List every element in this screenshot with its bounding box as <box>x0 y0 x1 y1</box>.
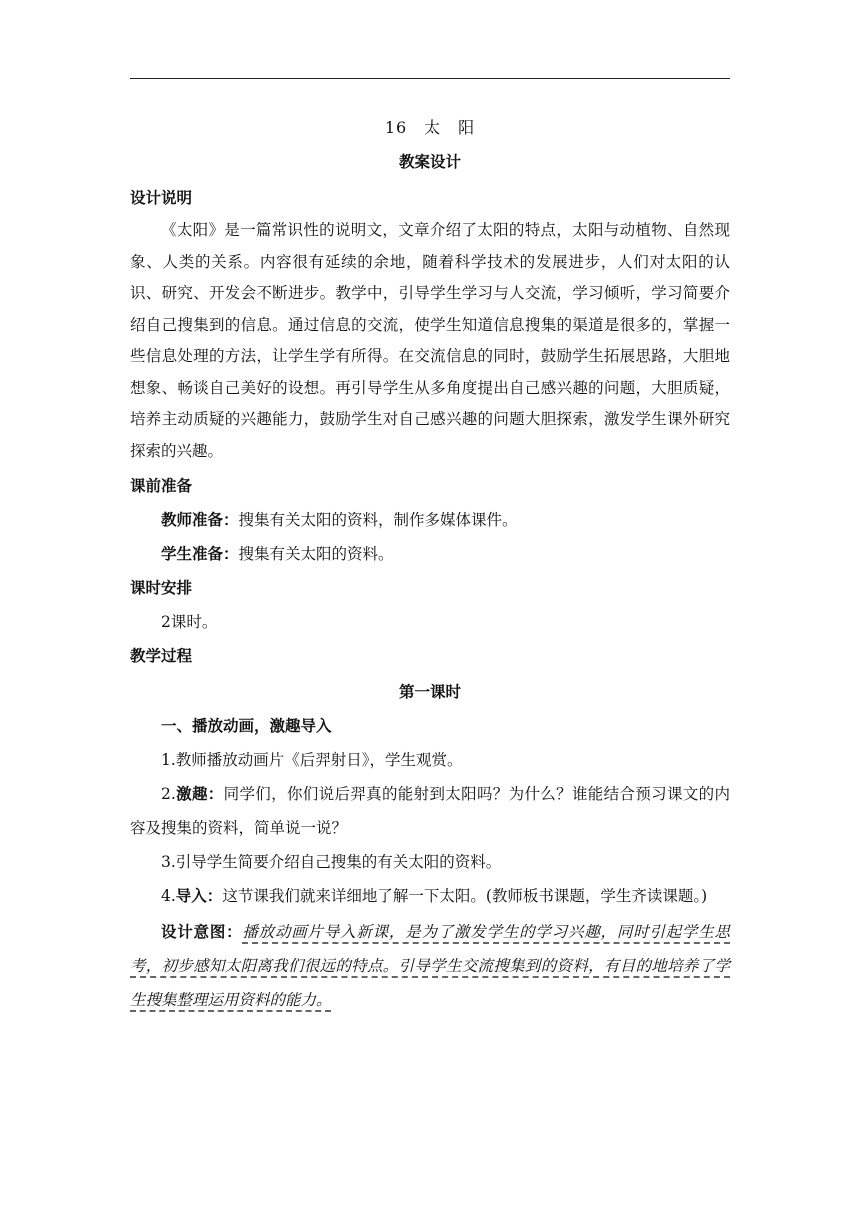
step-2 <box>130 777 730 845</box>
header-rule <box>130 78 730 79</box>
design-intent <box>130 915 730 1017</box>
student-prep-label: 学生准备： <box>161 545 239 563</box>
step-2-text: 同学们，你们说后羿真的能射到太阳吗？为什么？谁能结合预习课文的内容及搜集的资料，简单说一说？ <box>130 785 730 837</box>
design-intent-text: 播放动画片导入新课，是为了激发学生的学习兴趣，同时引起学生思考，初步感知太阳离我们很远的特点。引导学生交流搜集到的资料，有目的地培养了学生搜集整理运用资料的能力。 <box>130 923 730 1009</box>
schedule-heading: 课时安排 <box>130 579 193 597</box>
teacher-prep-text: 搜集有关太阳的资料，制作多媒体课件。 <box>238 511 518 529</box>
process-heading: 教学过程 <box>130 647 193 665</box>
design-note-paragraph: 《太阳》是一篇常识性的说明文，文章介绍了太阳的特点，太阳与动植物、自然现象、人类的关系。内容很有延续的余地，随着科学技术的发展进步，人们对太阳的认识、研究、开发会不断进步。教学中，引导学生学习与人交流，学习倾听，学习简要介绍自己搜集到的信息。通过信息的交流，使学生知道信息搜集的渠道是很多的，掌握一些信息处理的方法，让学生学有所得。在交流信息的同时，鼓励学生拓展思路，大胆地想象、畅谈自己美好的设想。再引导学生从多角度提出自己感兴趣的问题，大胆质疑，培养主动质疑的兴趣能力，鼓励学生对自己感兴趣的问题大胆探索，激发学生课外研究探索的兴趣。 <box>130 221 730 460</box>
teacher-prep <box>130 503 730 537</box>
design-intent-label: 设计意图： <box>161 923 243 941</box>
part1-heading: 一、播放动画，激趣导入 <box>161 717 332 735</box>
teacher-prep-label: 教师准备： <box>161 511 239 529</box>
step-1: 1.教师播放动画片《后羿射日》，学生观赏。 <box>161 751 463 769</box>
prep-heading: 课前准备 <box>130 477 193 495</box>
step-4-label: 导入： <box>175 887 223 905</box>
design-note-heading: 设计说明 <box>130 189 193 207</box>
lesson-subtitle: 教案设计 <box>398 153 461 171</box>
schedule-text: 2课时。 <box>161 613 218 631</box>
student-prep-text: 搜集有关太阳的资料。 <box>238 545 394 563</box>
step-2-label: 激趣： <box>175 785 224 803</box>
student-prep <box>130 537 730 571</box>
lesson-title: 16 太 阳 <box>384 118 476 137</box>
step-4-number: 4. <box>161 887 176 905</box>
step-4 <box>130 879 730 913</box>
step-4-text: 这节课我们就来详细地了解一下太阳。(教师板书课题，学生齐读课题。) <box>222 887 708 905</box>
step-2-number: 2. <box>161 785 176 803</box>
lesson-plan-content <box>130 112 730 1017</box>
lesson-period-title: 第一课时 <box>398 683 461 701</box>
step-3: 3.引导学生简要介绍自己搜集的有关太阳的资料。 <box>161 853 502 871</box>
